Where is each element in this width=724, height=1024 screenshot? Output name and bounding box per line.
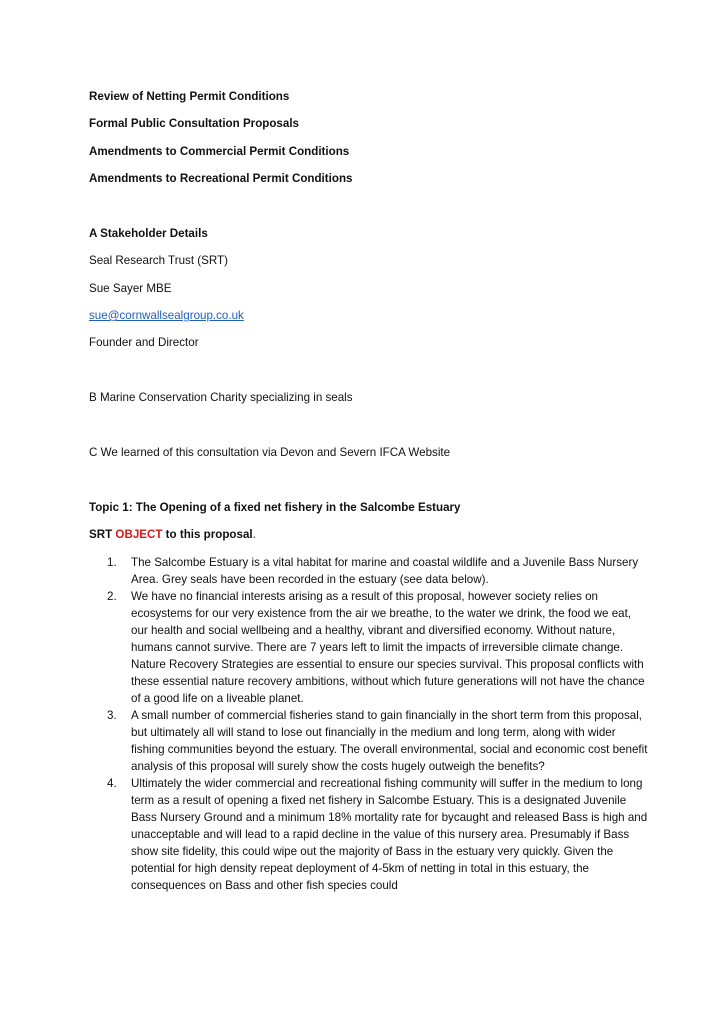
objection-list xyxy=(89,554,649,894)
contact-role: Founder and Director xyxy=(89,336,199,349)
list-item-number: 2. xyxy=(107,590,117,603)
topic-1-title: Topic 1: The Opening of a fixed net fishery in the Salcombe Estuary xyxy=(89,501,461,514)
list-item xyxy=(89,554,649,588)
email-paragraph xyxy=(89,307,244,324)
email-link[interactable]: sue@cornwallsealgroup.co.uk xyxy=(89,309,244,322)
list-item xyxy=(89,588,649,707)
stance-suffix: to this proposal xyxy=(162,528,253,541)
stance-prefix: SRT xyxy=(89,528,116,541)
list-item-text: Ultimately the wider commercial and recreational fishing community will suffer in the medium to long term as a result of opening a fixed net fishery in Salcombe Estuary. This is a designated Juvenile Bass Nursery Ground and a minimum 18% mortality rate for bycaught and released Bass is high and unacceptable and will lead to a rapid decline in the value of this nursery area. Presumably if Bass show site fidelity, this could wipe out the majority of Bass in the estuary very quickly. Given the potential for high density repeat deployment of 4-5km of netting in total in this estuary, the consequences on Bass and other fish species could xyxy=(131,777,648,892)
section-a-title: A Stakeholder Details xyxy=(89,227,208,240)
list-item-number: 4. xyxy=(107,777,117,790)
heading-recreational: Amendments to Recreational Permit Conditions xyxy=(89,172,353,185)
organisation-name: Seal Research Trust (SRT) xyxy=(89,254,228,267)
list-item xyxy=(89,775,649,894)
stance-object-word: OBJECT xyxy=(115,528,163,541)
list-item-number: 3. xyxy=(107,709,117,722)
topic-1-stance xyxy=(89,526,256,543)
contact-name: Sue Sayer MBE xyxy=(89,282,172,295)
list-item-text: A small number of commercial fisheries stand to gain financially in the short term from this proposal, but ultimately all will stand to lose out financially in the medium and long term, along with wider fishing communities beyond the estuary. The overall environmental, social and economic cost benefit analysis of this proposal will surely show the costs hugely outweigh the benefits? xyxy=(131,709,648,773)
list-item-text: The Salcombe Estuary is a vital habitat for marine and coastal wildlife and a Juvenile Bass Nursery Area. Grey seals have been recorded in the estuary (see data below). xyxy=(131,556,639,586)
heading-commercial: Amendments to Commercial Permit Conditions xyxy=(89,145,350,158)
list-item-text: We have no financial interests arising as a result of this proposal, however society relies on ecosystems for our very existence from the air we breathe, to the water we drink, the food we eat, our health and social wellbeing and a healthy, vibrant and diversified economy. Without nature, humans cannot survive. There are 7 years left to limit the impacts of irreversible climate change. Nature Recovery Strategies are essential to ensure our species survival. This proposal conflicts with these essential nature recovery ambitions, without which future generations will not have the chance of a good life on a liveable planet. xyxy=(131,590,645,705)
section-c: C We learned of this consultation via Devon and Severn IFCA Website xyxy=(89,446,451,459)
heading-consultation: Formal Public Consultation Proposals xyxy=(89,117,300,130)
list-item-number: 1. xyxy=(107,556,117,569)
list-item xyxy=(89,707,649,775)
heading-review: Review of Netting Permit Conditions xyxy=(89,90,290,103)
section-b: B Marine Conservation Charity specializing in seals xyxy=(89,391,353,404)
stance-end: . xyxy=(252,528,256,541)
